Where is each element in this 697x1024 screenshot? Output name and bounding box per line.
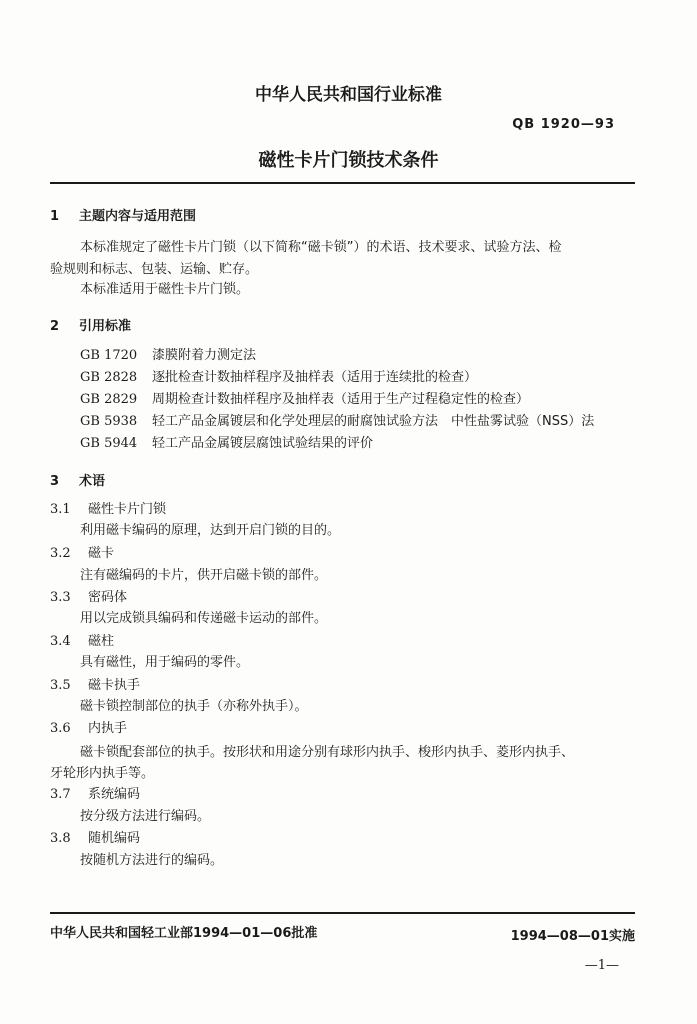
reference-row bbox=[80, 344, 256, 363]
term-number: 3.8 bbox=[50, 831, 71, 846]
section-1-heading bbox=[50, 205, 196, 224]
section-title: 主题内容与适用范围 bbox=[79, 209, 197, 224]
reference-row bbox=[80, 366, 477, 385]
implementation-date: 1994—08—01实施 bbox=[510, 929, 635, 944]
reference-title: 轻工产品金属镀层和化学处理层的耐腐蚀试验方法 中性盐雾试验（NSS）法 bbox=[152, 414, 595, 429]
term-definition-continued: 牙轮形内执手等。 bbox=[50, 766, 155, 781]
term-heading bbox=[50, 783, 140, 802]
term-name: 系统编码 bbox=[88, 787, 141, 802]
reference-code: GB 2829 bbox=[80, 392, 138, 407]
term-definition: 用以完成锁具编码和传递磁卡运动的部件。 bbox=[80, 611, 328, 626]
reference-title: 轻工产品金属镀层腐蚀试验结果的评价 bbox=[152, 436, 374, 451]
term-definition: 利用磁卡编码的原理，达到开启门锁的目的。 bbox=[80, 523, 341, 538]
term-heading bbox=[50, 542, 114, 561]
term-heading bbox=[50, 498, 166, 517]
paragraph-line: 本标准规定了磁性卡片门锁（以下简称“磁卡锁”）的术语、技术要求、试验方法、检 bbox=[80, 240, 562, 255]
term-name: 密码体 bbox=[88, 590, 128, 605]
term-number: 3.3 bbox=[50, 590, 71, 605]
term-number: 3.6 bbox=[50, 721, 71, 736]
section-2-heading bbox=[50, 315, 131, 334]
term-heading bbox=[50, 674, 140, 693]
term-definition: 具有磁性，用于编码的零件。 bbox=[80, 655, 250, 670]
standard-org: 中华人民共和国行业标准 bbox=[255, 85, 442, 105]
reference-title: 逐批检查计数抽样程序及抽样表（适用于连续批的检查） bbox=[152, 370, 478, 385]
standard-code: QB 1920—93 bbox=[512, 117, 615, 132]
reference-code: GB 2828 bbox=[80, 370, 138, 385]
term-number: 3.7 bbox=[50, 787, 71, 802]
reference-row bbox=[80, 410, 594, 429]
approval-line: 中华人民共和国轻工业部1994—01—06批准 bbox=[50, 926, 318, 941]
term-name: 磁性卡片门锁 bbox=[88, 502, 167, 517]
term-definition: 按分级方法进行编码。 bbox=[80, 809, 211, 824]
term-heading bbox=[50, 586, 127, 605]
term-name: 磁卡执手 bbox=[88, 678, 141, 693]
footer-rule bbox=[50, 912, 635, 914]
term-name: 磁卡 bbox=[88, 546, 115, 561]
term-definition: 磁卡锁控制部位的执手（亦称外执手）。 bbox=[80, 699, 308, 714]
reference-code: GB 1720 bbox=[80, 348, 138, 363]
header-rule bbox=[50, 182, 635, 184]
term-heading bbox=[50, 827, 140, 846]
section-number: 1 bbox=[50, 209, 60, 224]
term-definition: 按随机方法进行的编码。 bbox=[80, 853, 224, 868]
term-number: 3.1 bbox=[50, 502, 71, 517]
reference-code: GB 5944 bbox=[80, 436, 138, 451]
paragraph-line: 本标准适用于磁性卡片门锁。 bbox=[80, 282, 250, 297]
page-number: —1— bbox=[584, 958, 619, 973]
section-title: 术语 bbox=[79, 474, 106, 489]
term-definition: 注有磁编码的卡片，供开启磁卡锁的部件。 bbox=[80, 568, 328, 583]
term-name: 内执手 bbox=[88, 721, 128, 736]
section-title: 引用标准 bbox=[79, 319, 132, 334]
term-definition: 磁卡锁配套部位的执手。按形状和用途分别有球形内执手、梭形内执手、菱形内执手、 bbox=[80, 745, 575, 760]
term-number: 3.4 bbox=[50, 634, 71, 649]
reference-title: 漆膜附着力测定法 bbox=[152, 348, 257, 363]
reference-row bbox=[80, 432, 373, 451]
term-heading bbox=[50, 630, 114, 649]
term-name: 磁柱 bbox=[88, 634, 115, 649]
term-heading bbox=[50, 717, 127, 736]
term-number: 3.5 bbox=[50, 678, 71, 693]
section-number: 3 bbox=[50, 474, 60, 489]
reference-row bbox=[80, 388, 529, 407]
reference-title: 周期检查计数抽样程序及抽样表（适用于生产过程稳定性的检查） bbox=[152, 392, 530, 407]
section-3-heading bbox=[50, 470, 105, 489]
term-name: 随机编码 bbox=[88, 831, 141, 846]
paragraph-line: 验规则和标志、包装、运输、贮存。 bbox=[50, 262, 259, 277]
reference-code: GB 5938 bbox=[80, 414, 138, 429]
section-number: 2 bbox=[50, 319, 60, 334]
document-title: 磁性卡片门锁技术条件 bbox=[258, 150, 439, 171]
term-number: 3.2 bbox=[50, 546, 71, 561]
